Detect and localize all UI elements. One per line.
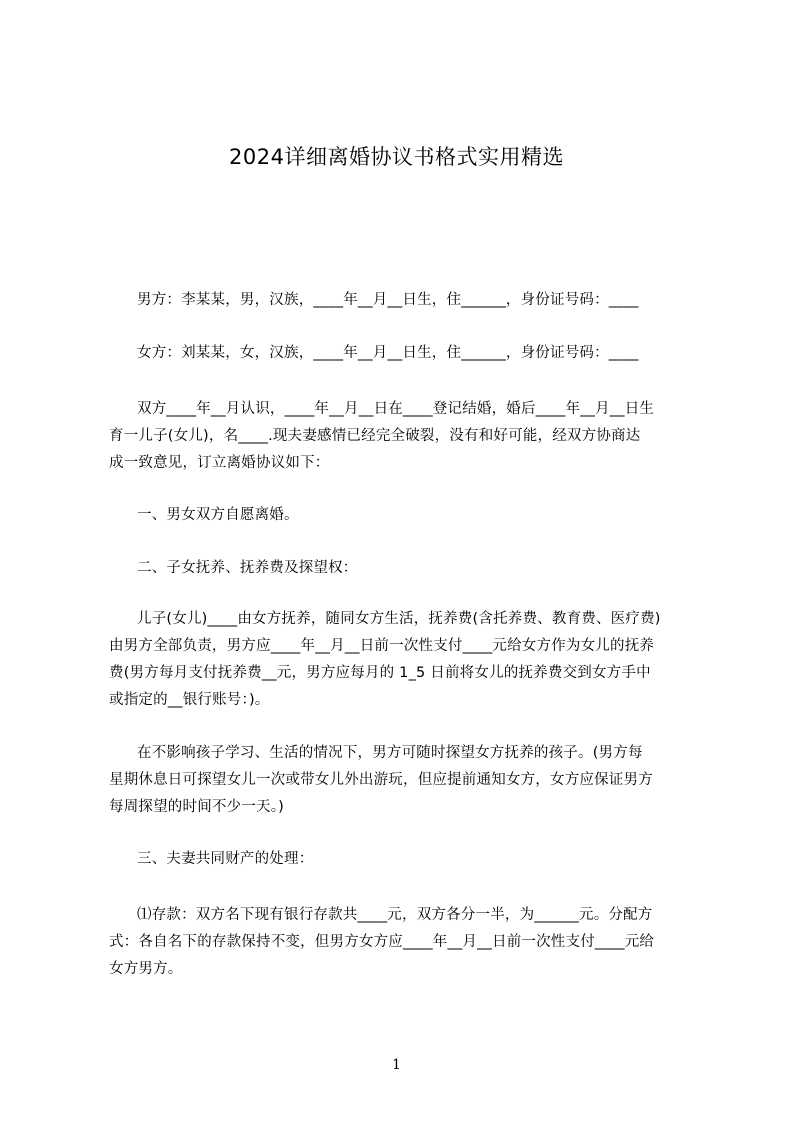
text-line: 三、夫妻共同财产的处理：	[137, 851, 314, 867]
clause-heading-1	[109, 502, 707, 529]
text-line: 二、子女抚养、抚养费及探望权：	[137, 560, 358, 576]
document-title: 2024详细离婚协议书格式实用精选	[229, 145, 564, 169]
clause-heading-3	[109, 846, 707, 873]
text-line: 男方：李某某，男，汉族，____年__月__日生，住______，身份证号码：____	[137, 292, 639, 308]
text-line: 成一致意见，订立离婚协议如下：	[109, 455, 330, 471]
text-line: 在不影响孩子学习、生活的情况下，男方可随时探望女方抚养的孩子。(男方每	[137, 745, 643, 761]
text-line: 每周探望的时间不少一天。)	[109, 799, 285, 815]
text-line: ⑴存款：双方名下现有银行存款共____元，双方各分一半，为______元。分配方	[137, 907, 653, 923]
text-line: 女方：刘某某，女，汉族，____年__月__日生，住______，身份证号码：____	[137, 345, 639, 361]
paragraph-savings	[109, 902, 707, 983]
text-line: 或指定的__银行账号：)。	[109, 692, 270, 708]
text-line: 式：各自名下的存款保持不变，但男方女方应____年__月__日前一次性支付____元给	[109, 934, 655, 950]
paragraph-wife-info	[109, 340, 707, 367]
text-line: 星期休息日可探望女儿一次或带女儿外出游玩，但应提前通知女方，女方应保证男方	[109, 772, 653, 788]
text-line: 费(男方每月支付抚养费__元，男方应每月的 1_5 日前将女儿的抚养费交到女方手中	[109, 665, 651, 681]
text-line: 女方男方。	[109, 961, 183, 977]
text-line: 育一儿子(女儿)，名____.现夫妻感情已经完全破裂，没有和好可能，经双方协商达	[109, 428, 641, 444]
clause-heading-2	[109, 555, 707, 582]
paragraph-husband-info	[109, 287, 707, 314]
text-line: 由男方全部负责，男方应____年__月__日前一次性支付____元给女方作为女儿的抚养	[109, 638, 655, 654]
text-line: 双方____年__月认识，____年__月__日在____登记结婚，婚后____年__月__日生	[137, 401, 655, 417]
paragraph-marriage-background	[109, 396, 707, 477]
text-line: 儿子(女儿)____由女方抚养，随同女方生活，抚养费(含托养费、教育费、医疗费)	[137, 611, 661, 627]
paragraph-visitation	[109, 740, 707, 821]
page-number: 1	[392, 1057, 401, 1073]
text-line: 一、男女双方自愿离婚。	[137, 507, 299, 523]
paragraph-child-support	[109, 606, 707, 714]
